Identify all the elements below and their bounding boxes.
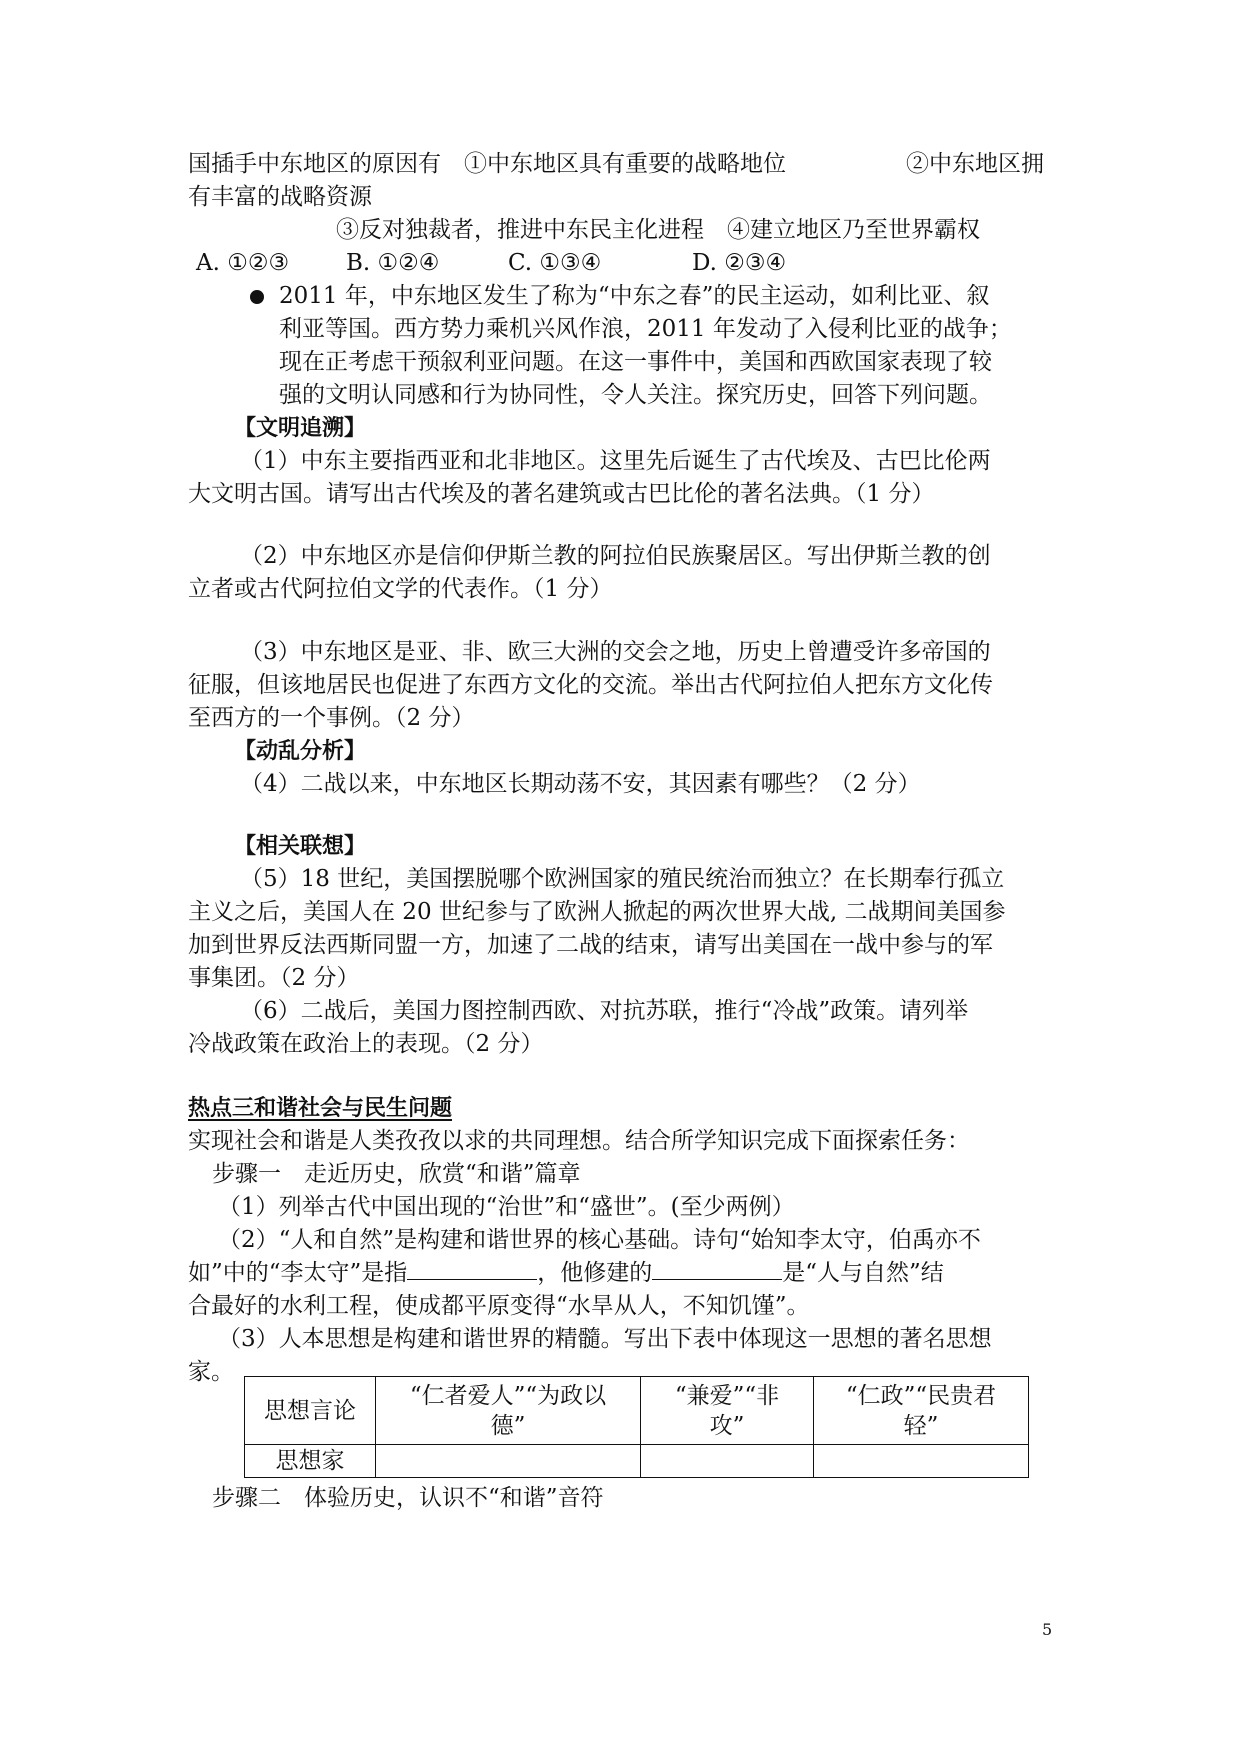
- table-cell: [641, 1377, 814, 1445]
- text-line: 合最好的水利工程，使成都平原变得“水旱从人，不知饥馑”。: [188, 1293, 810, 1319]
- text-line: 至西方的一个事例。（2 分）: [188, 705, 475, 731]
- text-line: 立者或古代阿拉伯文学的代表作。（1 分）: [188, 576, 613, 602]
- question-6: （6）二战后，美国力图控制西欧、对抗苏联，推行“冷战”政策。请列举: [240, 998, 969, 1024]
- text-line: 有丰富的战略资源: [188, 184, 372, 210]
- text-line: 实现社会和谐是人类孜孜以求的共同理想。结合所学知识完成下面探索任务：: [188, 1128, 970, 1154]
- answer-cell[interactable]: [641, 1445, 814, 1478]
- cell-text: “仁者爱人”“为政以: [409, 1382, 607, 1409]
- cell-text: 攻”: [709, 1412, 745, 1439]
- text-segment: ，他修建的: [537, 1260, 653, 1286]
- answer-cell[interactable]: [814, 1445, 1029, 1478]
- text-segment: 是“人与自然”结: [782, 1260, 944, 1286]
- text-line: 现在正考虑干预叙利亚问题。在这一事件中，美国和西欧国家表现了较: [279, 349, 992, 375]
- table-row-header: 思想言论: [245, 1377, 376, 1445]
- text-line: 强的文明认同感和行为协同性，令人关注。探究历史，回答下列问题。: [279, 382, 992, 408]
- table-cell: [376, 1377, 641, 1445]
- option-d: D. ②③④: [692, 250, 787, 276]
- section-heading: 【动乱分析】: [234, 739, 367, 764]
- step1-question-2: （2）“人和自然”是构建和谐世界的核心基础。诗句“始知李太守，伯禹亦不: [218, 1227, 981, 1253]
- text-line: 家。: [188, 1359, 234, 1385]
- text-line: 利亚等国。西方势力乘机兴风作浪，2011 年发动了入侵利比亚的战争；: [279, 316, 1012, 342]
- page-number: 5: [1042, 1620, 1053, 1639]
- table-cell: [814, 1377, 1029, 1445]
- text-segment: 如”中的“李太守”是指: [188, 1260, 408, 1286]
- option-c: C. ①③④: [508, 250, 602, 276]
- cell-text: “仁政”“民贵君: [845, 1382, 997, 1409]
- table-row-header: 思想家: [245, 1445, 376, 1478]
- section-heading: 【文明追溯】: [234, 416, 367, 441]
- thinker-table: [244, 1376, 1029, 1478]
- question-2: （2）中东地区亦是信仰伊斯兰教的阿拉伯民族聚居区。写出伊斯兰教的创: [240, 543, 991, 569]
- text-line: 事集团。（2 分）: [188, 965, 360, 991]
- question-4: （4）二战以来，中东地区长期动荡不安，其因素有哪些？（2 分）: [240, 771, 921, 797]
- text-line: ②中东地区拥: [906, 151, 1044, 177]
- answer-blank[interactable]: [652, 1257, 782, 1280]
- section-heading: 【相关联想】: [234, 834, 367, 859]
- section-title: 热点三和谐社会与民生问题: [188, 1096, 453, 1121]
- text-line-with-blanks: [188, 1257, 944, 1290]
- option-a: A. ①②③: [196, 250, 290, 276]
- step1-question-1: （1）列举古代中国出现的“治世”和“盛世”。(至少两例）: [218, 1194, 795, 1220]
- cell-text: “兼爱”“非: [674, 1382, 780, 1409]
- step-heading: 步骤一 走近历史，欣赏“和谐”篇章: [212, 1161, 581, 1187]
- step-heading: 步骤二 体验历史，认识不“和谐”音符: [212, 1485, 604, 1511]
- cell-text: 德”: [490, 1412, 526, 1439]
- text-line: 大文明古国。请写出古代埃及的著名建筑或古巴比伦的著名法典。（1 分）: [188, 481, 935, 507]
- option-b: B. ①②④: [346, 250, 440, 276]
- question-1: （1）中东主要指西亚和北非地区。这里先后诞生了古代埃及、古巴比伦两: [240, 448, 991, 474]
- text-line: 征服，但该地居民也促进了东西方文化的交流。举出古代阿拉伯人把东方文化传: [188, 672, 993, 698]
- text-line: 加到世界反法西斯同盟一方，加速了二战的结束，请写出美国在一战中参与的军: [188, 932, 993, 958]
- text-line: 国插手中东地区的原因有 ①中东地区具有重要的战略地位: [188, 151, 786, 177]
- text-line: 冷战政策在政治上的表现。（2 分）: [188, 1031, 544, 1057]
- cell-text: 轻”: [903, 1412, 939, 1439]
- question-5: （5）18 世纪，美国摆脱哪个欧洲国家的殖民统治而独立？在长期奉行孤立: [240, 866, 1005, 892]
- text-line: 2011 年，中东地区发生了称为“中东之春”的民主运动，如利比亚、叙: [279, 283, 990, 309]
- bullet-icon: [250, 290, 264, 304]
- answer-cell[interactable]: [376, 1445, 641, 1478]
- answer-blank[interactable]: [407, 1257, 537, 1280]
- text-line: ③反对独裁者，推进中东民主化进程 ④建立地区乃至世界霸权: [336, 217, 980, 243]
- step1-question-3: （3）人本思想是构建和谐世界的精髓。写出下表中体现这一思想的著名思想: [218, 1326, 992, 1352]
- text-line: 主义之后，美国人在 20 世纪参与了欧洲人掀起的两次世界大战, 二战期间美国参: [188, 899, 1006, 925]
- question-3: （3）中东地区是亚、非、欧三大洲的交会之地，历史上曾遭受许多帝国的: [240, 639, 991, 665]
